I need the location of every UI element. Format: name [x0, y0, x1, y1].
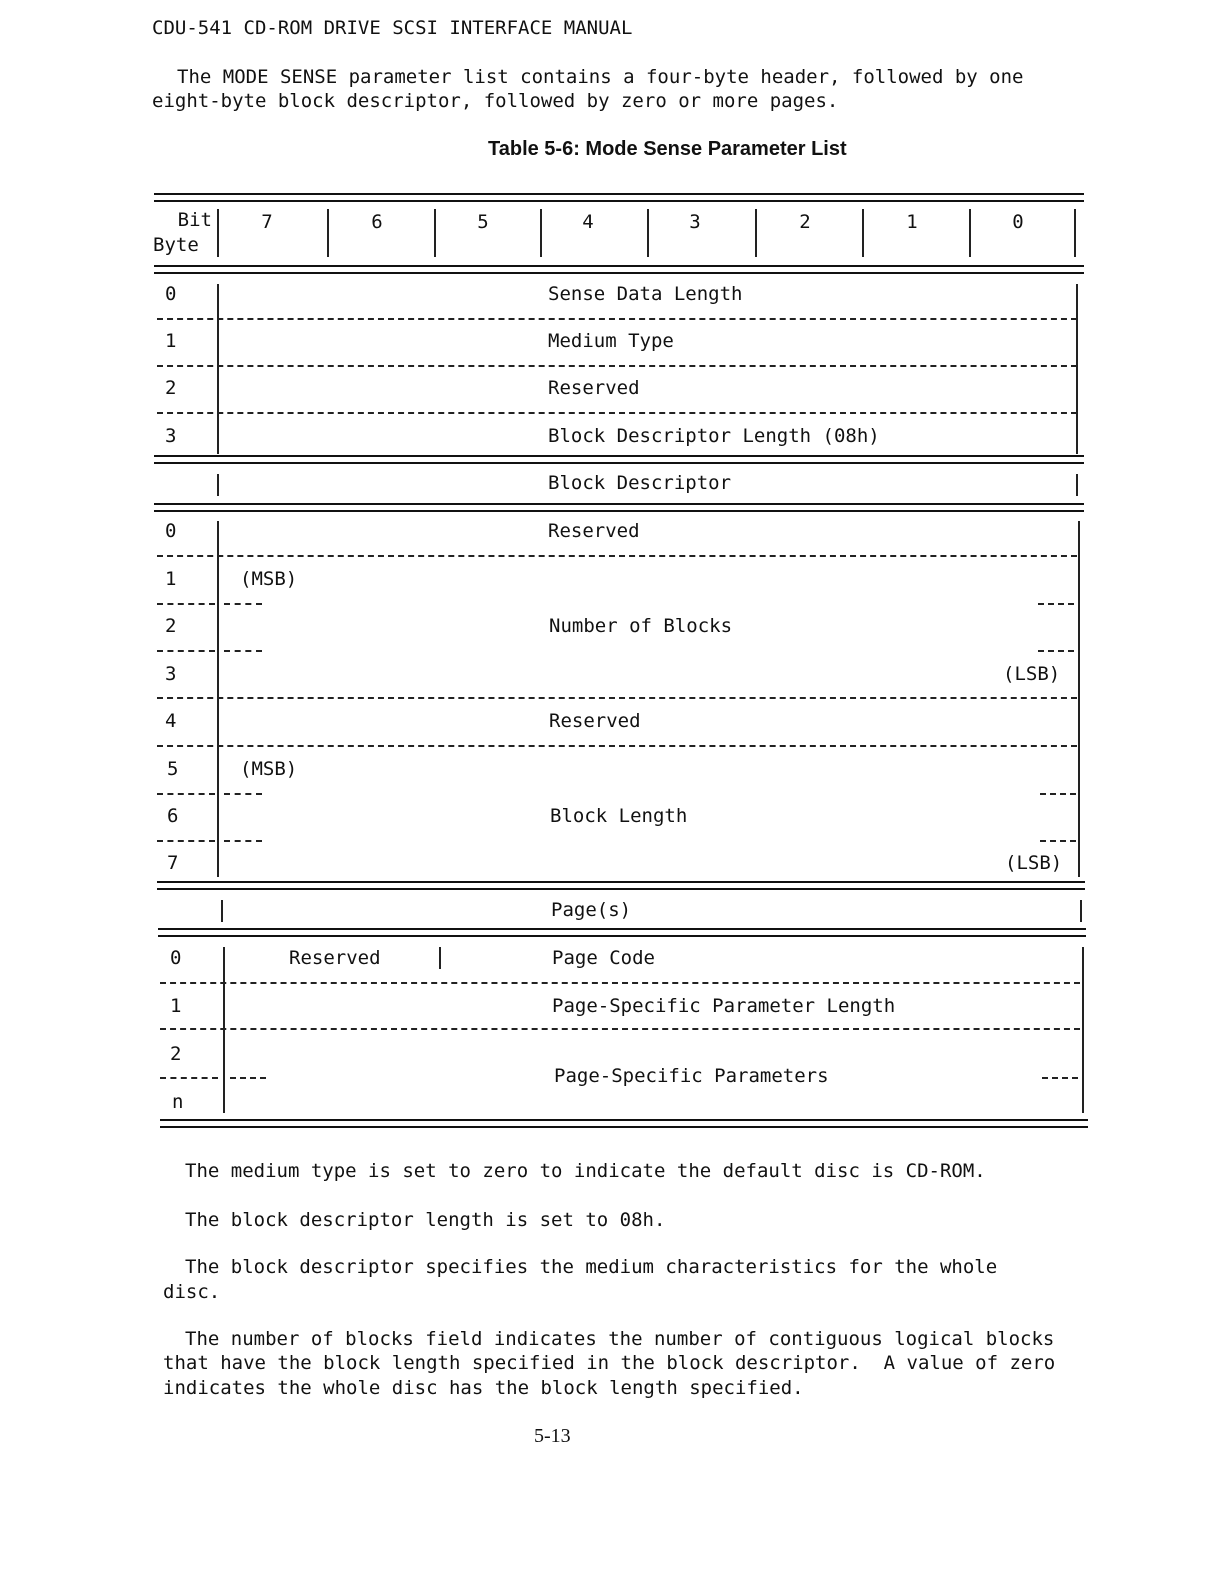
rule-dashed-short — [224, 650, 262, 652]
rule-dashed-short — [157, 650, 215, 652]
right-border — [1076, 474, 1078, 496]
rule-dashed-short — [157, 793, 215, 795]
rule-dashed-short — [1042, 1077, 1078, 1079]
field-reserved: Reserved — [549, 710, 641, 732]
rule-dashed-short — [1040, 793, 1076, 795]
rule-dashed-short — [224, 603, 262, 605]
byte-num: 1 — [165, 330, 177, 352]
col-divider — [862, 209, 864, 257]
field-page-specific-parameters: Page-Specific Parameters — [554, 1065, 829, 1087]
running-header: CDU-541 CD-ROM DRIVE SCSI INTERFACE MANUAL — [152, 17, 633, 39]
intro-line-2: eight-byte block descriptor, followed by zero or more pages. — [152, 90, 839, 112]
right-border — [1078, 521, 1080, 877]
msb-label: (MSB) — [240, 758, 298, 780]
paragraph-block-descriptor-length: The block descriptor length is set to 08h. — [185, 1209, 666, 1231]
rule-dashed — [157, 555, 1077, 557]
rule-dashed-short — [157, 840, 215, 842]
byte-divider — [217, 521, 219, 877]
rule-dashed — [157, 412, 1077, 414]
bit-5: 5 — [477, 211, 489, 233]
paragraph-medium-type: The medium type is set to zero to indicate the default disc is CD-ROM. — [185, 1160, 986, 1182]
byte-num: 0 — [165, 283, 177, 305]
col-divider — [217, 209, 219, 257]
right-border — [1080, 900, 1082, 922]
rule-dashed-short — [230, 1077, 266, 1079]
msb-label: (MSB) — [240, 568, 298, 590]
rule-dashed-short — [160, 1077, 218, 1079]
paragraph-number-of-blocks: The number of blocks field indicates the number of contiguous logical blocks — [185, 1328, 1055, 1350]
byte-num: 7 — [167, 852, 179, 874]
paragraph-block-descriptor-cont: disc. — [163, 1281, 221, 1303]
col-divider — [434, 209, 436, 257]
byte-num: 3 — [165, 663, 177, 685]
rule-dashed-short — [1038, 650, 1074, 652]
bit-0: 0 — [1012, 211, 1024, 233]
bit-6: 6 — [371, 211, 383, 233]
rule-double — [157, 881, 1085, 890]
col-divider — [755, 209, 757, 257]
byte-divider — [217, 284, 219, 454]
rule-dashed — [157, 697, 1077, 699]
reserved-divider — [439, 947, 441, 969]
table-caption: Table 5-6: Mode Sense Parameter List — [488, 138, 847, 160]
bit-1: 1 — [906, 211, 918, 233]
field-medium-type: Medium Type — [548, 330, 674, 352]
rule-dashed — [160, 982, 1080, 984]
rule-dashed — [157, 318, 1077, 320]
pages-title: Page(s) — [551, 899, 632, 921]
field-page-specific-parameter-length: Page-Specific Parameter Length — [552, 995, 896, 1017]
field-page-code: Page Code — [552, 947, 655, 969]
bit-3: 3 — [689, 211, 701, 233]
rule-dashed-short — [224, 793, 262, 795]
rule-dashed-short — [224, 840, 262, 842]
byte-divider — [223, 947, 225, 1113]
field-reserved: Reserved — [548, 377, 640, 399]
bit-2: 2 — [799, 211, 811, 233]
byte-num: 6 — [167, 805, 179, 827]
bit-label: Bit — [177, 209, 212, 231]
byte-num: 5 — [167, 758, 179, 780]
rule-dashed-short — [1040, 840, 1076, 842]
col-divider — [969, 209, 971, 257]
lsb-label: (LSB) — [1005, 852, 1063, 874]
right-border — [1076, 284, 1078, 454]
rule-dashed-short — [1038, 603, 1074, 605]
page-number: 5-13 — [534, 1425, 571, 1447]
col-divider — [327, 209, 329, 257]
byte-num: 4 — [165, 710, 177, 732]
bit-7: 7 — [261, 211, 273, 233]
byte-divider — [221, 900, 223, 922]
rule-dashed — [157, 745, 1077, 747]
block-descriptor-title: Block Descriptor — [548, 472, 732, 494]
byte-divider — [217, 474, 219, 496]
intro-line-1: The MODE SENSE parameter list contains a four-byte header, followed by one — [177, 66, 1024, 88]
byte-num: 2 — [165, 615, 177, 637]
field-reserved: Reserved — [289, 947, 381, 969]
rule-dashed — [160, 1028, 1080, 1030]
rule-double — [154, 503, 1084, 512]
field-sense-data-length: Sense Data Length — [548, 283, 743, 305]
lsb-label: (LSB) — [1003, 663, 1061, 685]
field-block-descriptor-length: Block Descriptor Length (08h) — [548, 425, 880, 447]
byte-label: Byte — [153, 234, 199, 256]
rule-double — [158, 928, 1086, 937]
paragraph-block-descriptor: The block descriptor specifies the medium characteristics for the whole — [185, 1256, 998, 1278]
paragraph-number-of-blocks-cont: indicates the whole disc has the block length specified. — [163, 1377, 804, 1399]
byte-num: 1 — [165, 568, 177, 590]
field-reserved: Reserved — [548, 520, 640, 542]
col-divider — [540, 209, 542, 257]
rule-double — [154, 455, 1084, 464]
byte-num: n — [172, 1091, 184, 1113]
byte-num: 0 — [170, 947, 182, 969]
field-block-length: Block Length — [550, 805, 688, 827]
right-border — [1082, 947, 1084, 1113]
paragraph-number-of-blocks-cont: that have the block length specified in the block descriptor. A value of zero — [163, 1352, 1056, 1374]
byte-num: 2 — [165, 377, 177, 399]
rule-dashed-short — [157, 603, 215, 605]
field-number-of-blocks: Number of Blocks — [549, 615, 733, 637]
byte-num: 0 — [165, 520, 177, 542]
rule-double — [160, 1119, 1088, 1128]
byte-num: 2 — [170, 1043, 182, 1065]
bit-4: 4 — [582, 211, 594, 233]
byte-num: 1 — [170, 995, 182, 1017]
byte-num: 3 — [165, 425, 177, 447]
rule-double — [154, 265, 1084, 274]
col-divider — [1074, 209, 1076, 257]
rule-double — [154, 193, 1084, 202]
rule-dashed — [157, 365, 1077, 367]
col-divider — [647, 209, 649, 257]
